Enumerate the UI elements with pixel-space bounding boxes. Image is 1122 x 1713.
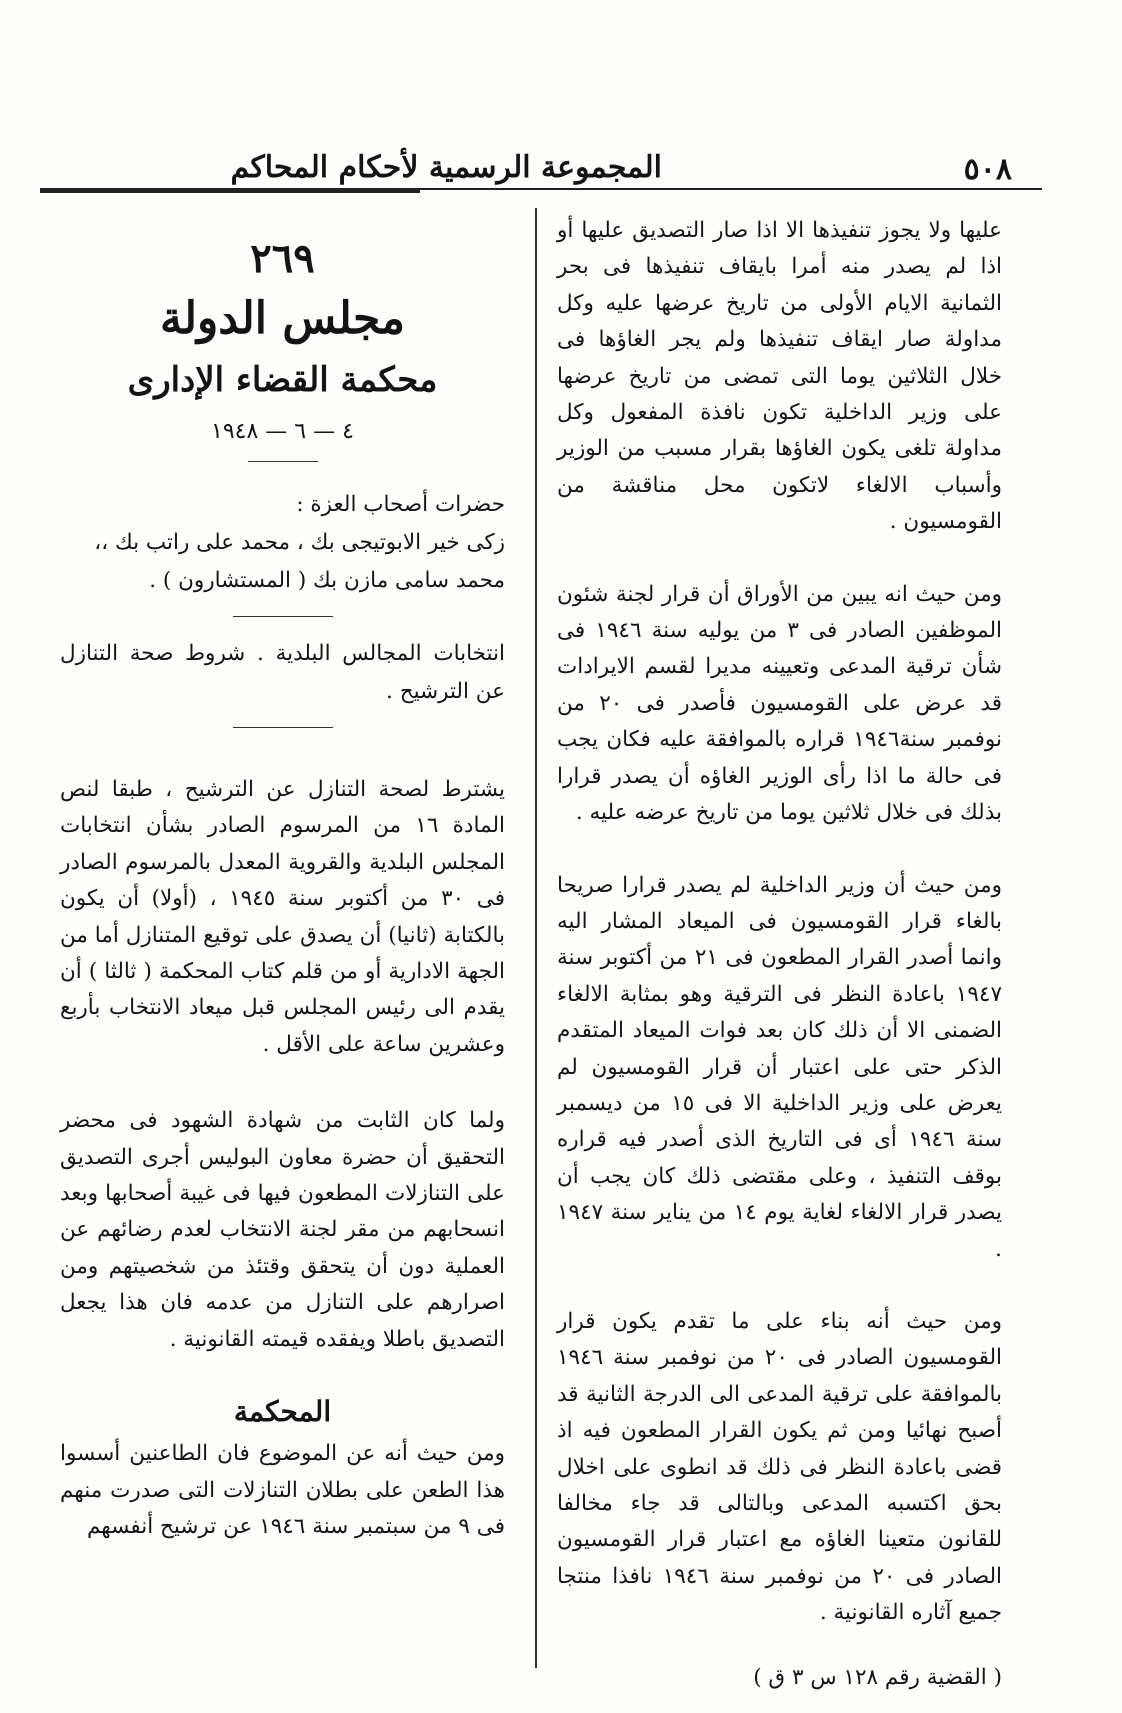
attendance-label: حضرات أصحاب العزة : <box>296 492 505 517</box>
subject-keywords: انتخابات المجالس البلدية . شروط صحة التنازل عن الترشيح . <box>60 641 505 704</box>
paragraph-reasoning-1: ومن حيث انه يبين من الأوراق أن قرار لجنة شئون الموظفين الصادر فى ٣ من يوليه سنة ١٩٤٦ فى شأن ترقية المدعى وتعيينه مديرا لقسم الايرادات قد عرض على القومسيون فأصدر فى ٢٠ من نوفمبر سنة١٩٤٦ قراره بالموافقة عليه فكان يجب فى حالة ما اذا رأى الوزير الغاؤه أن يصدر قرارا بذلك فى خلال ثلاثين يوما من تاريخ عرضه عليه . <box>557 581 1003 826</box>
column-divider <box>535 208 537 1668</box>
decision-number: ٢٦٩ <box>250 235 315 282</box>
right-column <box>557 213 1002 1696</box>
court-heading: محكمة القضاء الإدارى <box>127 360 438 400</box>
case-reference: ( القضية رقم ١٢٨ س ٣ ق ) <box>753 1664 1002 1690</box>
court-section-heading: المحكمة <box>233 1395 332 1429</box>
page-number: ٥٠٨ <box>963 152 1012 187</box>
subject-rule <box>233 727 333 728</box>
date-rule <box>248 461 318 462</box>
running-title: المجموعة الرسمية لأحكام المحاكم <box>230 150 662 185</box>
members-rule <box>233 616 333 617</box>
paragraph-reasoning-2: ومن حيث أن وزير الداخلية لم يصدر قرارا صريحا بالغاء قرار القومسيون فى الميعاد المشار اليه وانما أصدر القرار المطعون فى ٢١ من أكتوبر سنة ١٩٤٧ باعادة النظر فى الترقية وهو بمثابة الالغاء الضمنى الا أن ذلك كان بعد فوات الميعاد المتقدم الذكر حتى على اعتبار أن قرار القومسيون لم يعرض على وزير الداخلية الا فى ١٥ من ديسمبر سنة ١٩٤٦ أى فى التاريخ الذى أصدر فيه قراره بوقف التنفيذ ، وعلى مقتضى ذلك كان يجب أن يصدر قرار الالغاء لغاية يوم ١٤ من يناير سنة ١٩٤٧ . <box>557 872 1002 1262</box>
judgment-start: ومن حيث أنه عن الموضوع فان الطاعنين أسسوا هذا الطعن على بطلان التنازلات التى صدرت منهم فى ٩ من سبتمبر سنة ١٩٤٦ عن ترشيح أنفسهم <box>60 1441 505 1539</box>
header-rule-thick <box>40 190 420 193</box>
legal-principle: يشترط لصحة التنازل عن الترشيح ، طبقا لنص المادة ١٦ من المرسوم الصادر بشأن انتخابات المجلس البلدية والقروية المعدل بالمرسوم الصادر فى ٣٠ من أكتوبر سنة ١٩٤٥ ، (أولا) أن يكون بالكتابة (ثانيا) أن يصدق على توقيع المتنازل أما من الجهة الادارية أو من قلم كتاب المحكمة ( ثالثا ) أن يقدم الى رئيس المجلس قبل ميعاد الانتخاب بأربع وعشرين ساعة على الأقل . <box>60 777 505 1057</box>
decision-date: ٤ — ٦ — ١٩٤٨ <box>211 419 354 444</box>
members-line-1: زكى خير الابوتيجى بك ، محمد على راتب بك ،، <box>94 530 505 555</box>
council-heading: مجلس الدولة <box>160 293 405 344</box>
facts-paragraph: ولما كان الثابت من شهادة الشهود فى محضر التحقيق أن حضرة معاون البوليس أجرى التصديق على التنازلات المطعون فيها فى غيبة أصحابها وبعد انسحابهم من مقر لجنة الانتخاب لعدم رضائهم عن العملية دون أن يتحقق وقتئذ من شخصيتهم ومن اصرارهم على التنازل من عدمه فان هذا يجعل التصديق باطلا ويفقده قيمته القانونية . <box>60 1108 505 1352</box>
left-column <box>60 213 505 1545</box>
paragraph-conclusion: ومن حيث أنه بناء على ما تقدم يكون قرار القومسيون الصادر فى ٢٠ من نوفمبر سنة ١٩٤٦ بالموافقة على ترقية المدعى الى الدرجة الثانية قد أصبح نهائيا ومن ثم يكون القرار المطعون فيه اذ قضى باعادة النظر فى ذلك قد انطوى على اخلال بحق اكتسبه المدعى وبالتالى قد جاء مخالفا للقانون متعينا الغاؤه مع اعتبار قرار القومسيون الصادر فى ٢٠ من نوفمبر سنة ١٩٤٦ نافذا منتجا جميع آثاره القانونية . <box>557 1308 1002 1626</box>
paragraph-continuation: عليها ولا يجوز تنفيذها الا اذا صار التصديق عليها أو اذا لم يصدر منه أمرا بايقاف تنفيذها فى بحر الثمانية الايام الأولى من تاريخ عرضها عليه وكل مداولة صار ايقاف تنفيذها ولم يجر الغاؤها فى خلال الثلاثين يوما التى تمضى من تاريخ عرضها على وزير الداخلية تكون نافذة المفعول وكل مداولة تلغى يكون الغاؤها بقرار مسبب من الوزير وأسباب الالغاء لاتكون محل مناقشة من القومسيون . <box>557 218 1002 535</box>
members-line-2: محمد سامى مازن بك ( المستشارون ) . <box>149 568 505 593</box>
